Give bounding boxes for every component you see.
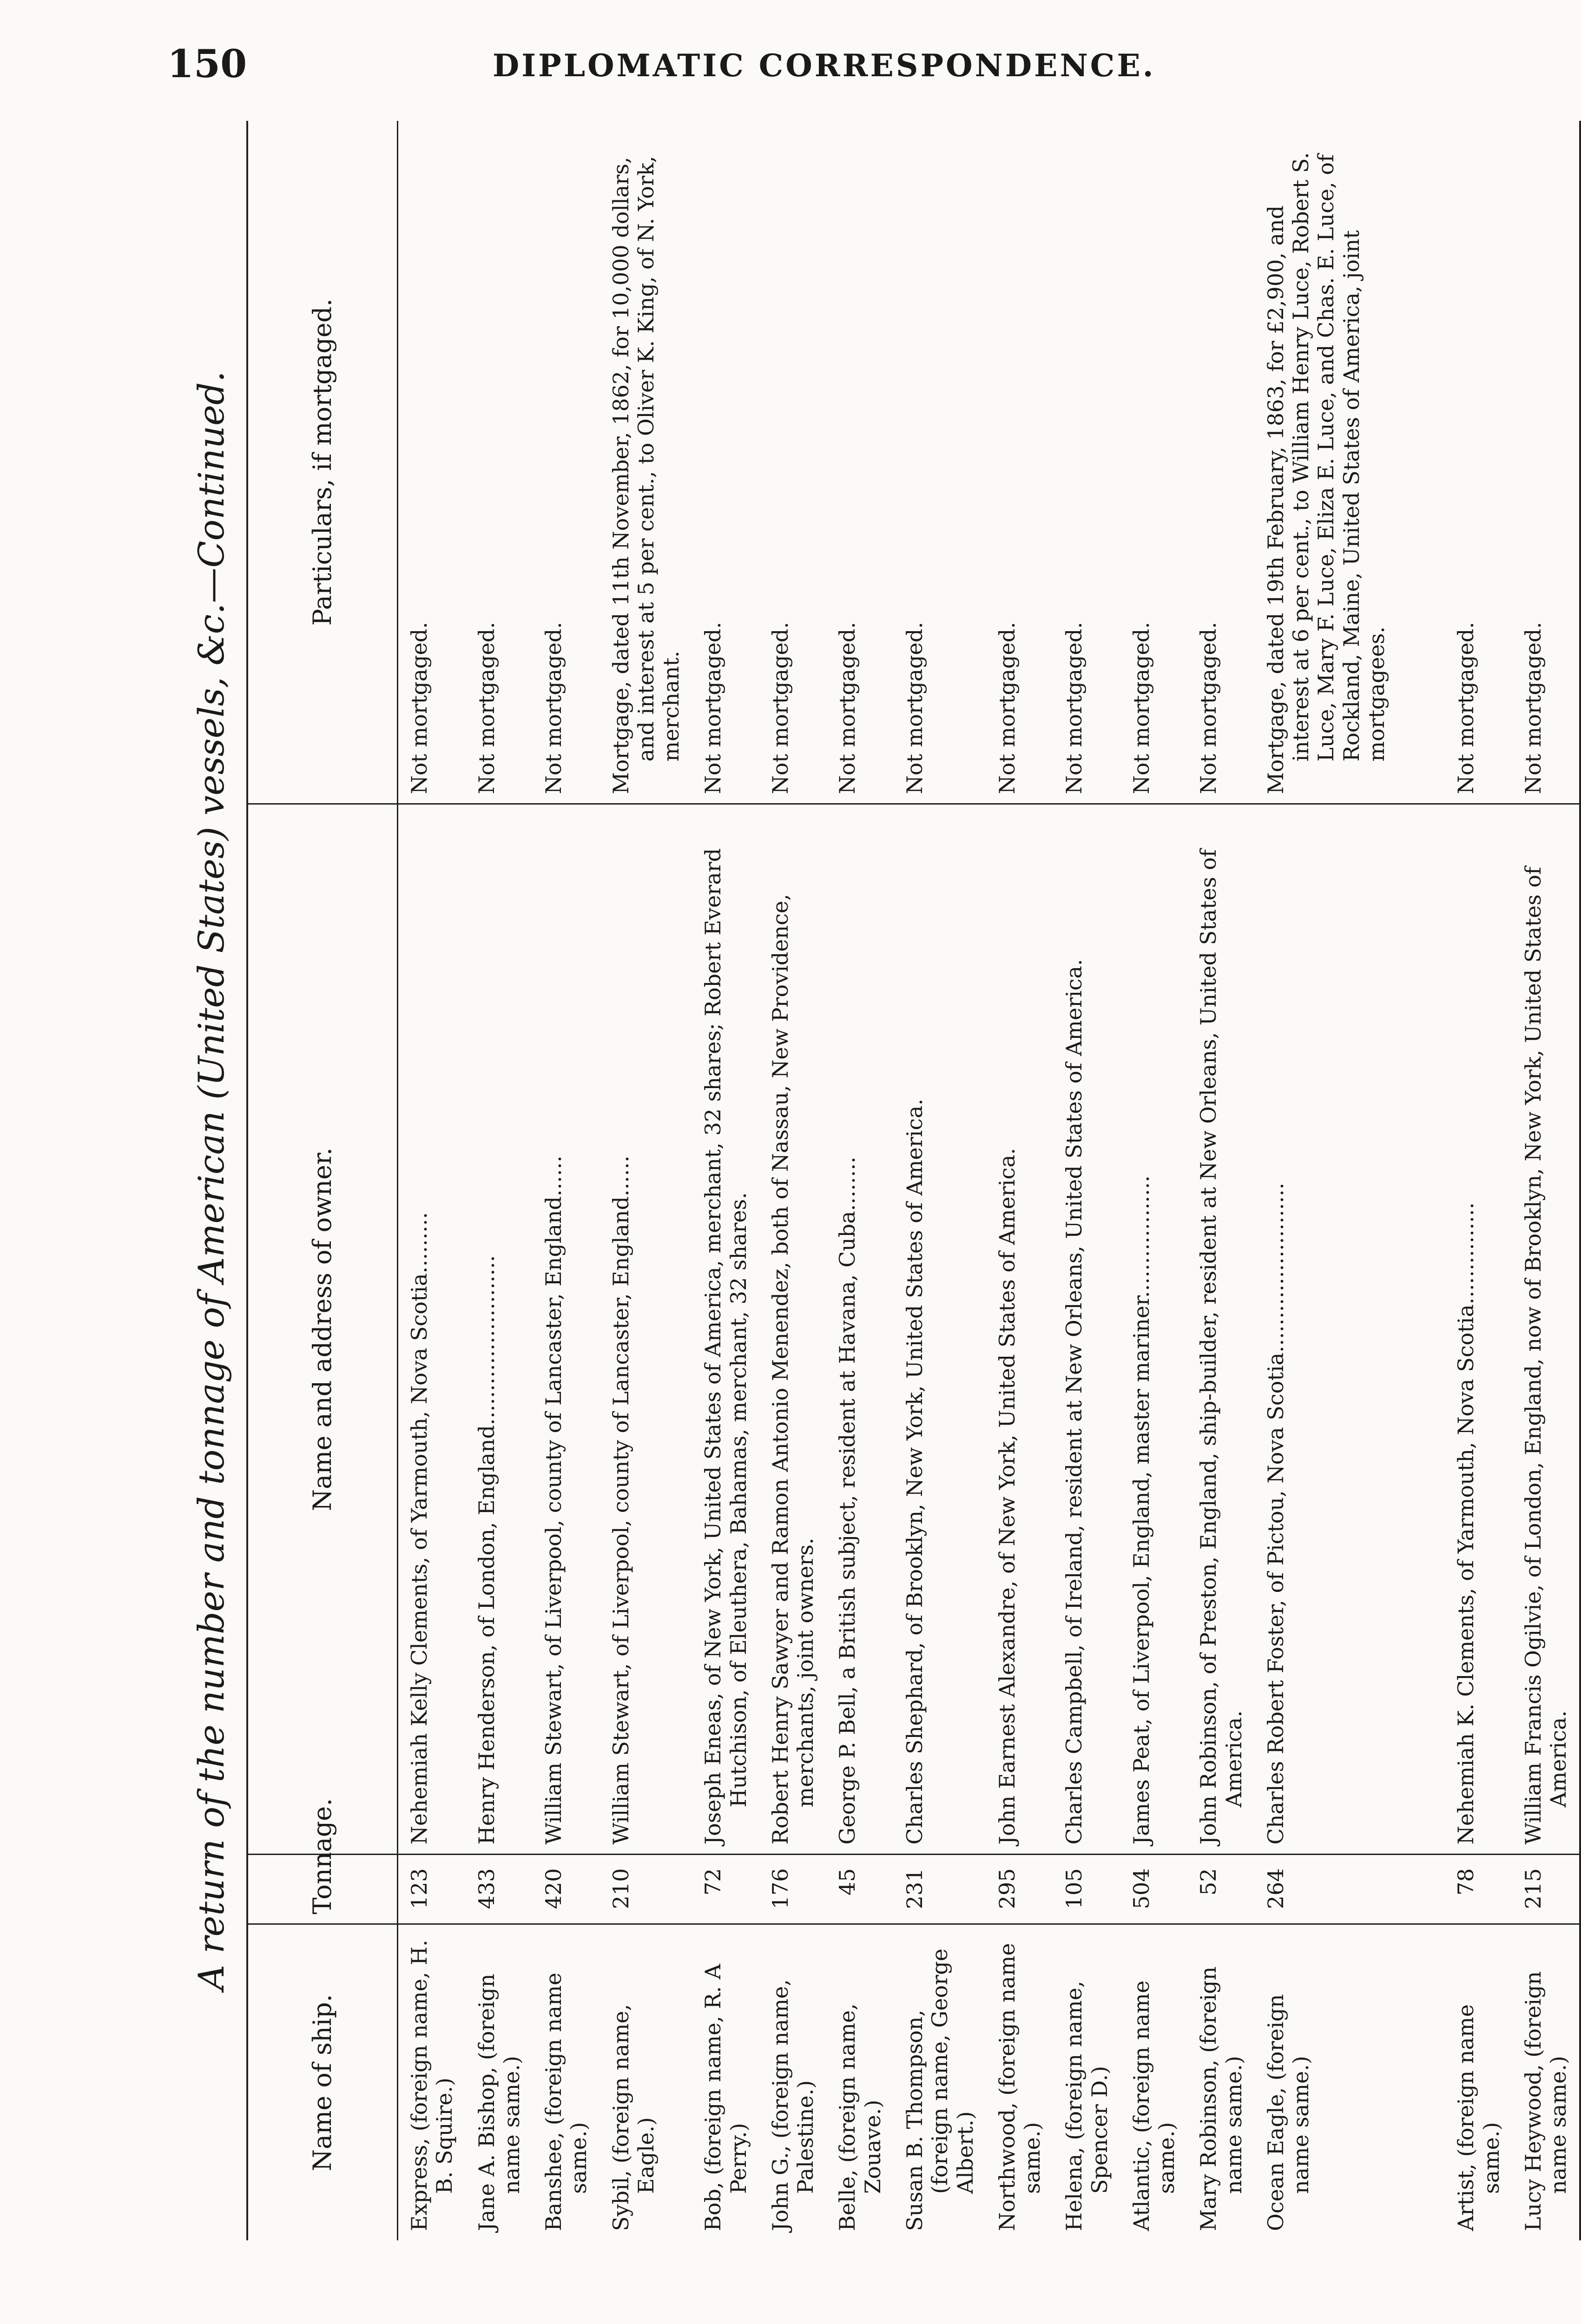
ship-name: Bob, (foreign name, R. A Perry.)	[700, 1964, 751, 2231]
table-row	[398, 121, 466, 2240]
column-header-ship: Name of ship.	[247, 1924, 398, 2240]
table-row	[759, 121, 827, 2240]
tonnage: 45	[826, 1855, 894, 1924]
ship-name: Belle, (foreign name, Zouave.)	[835, 2003, 885, 2231]
particulars: Not mortgaged.	[1120, 121, 1188, 804]
tonnage: 123	[398, 1855, 466, 1924]
particulars: Not mortgaged.	[398, 121, 466, 804]
table-row	[1397, 121, 1512, 2240]
owner: Robert Henry Sawyer and Ramon Antonio Menendez, both of Nassau, New Providence, merchants, joint owners.	[759, 804, 827, 1855]
table-row	[1187, 121, 1255, 2240]
tonnage: 72	[692, 1855, 759, 1924]
ship-name: Sybil, (foreign name, Eagle.)	[608, 2004, 659, 2231]
ship-name: Ocean Eagle, (foreign name same.)	[1263, 1994, 1314, 2231]
owner: Joseph Eneas, of New York, United States of America, merchant, 32 shares; Robert Everard Hutchison, of Eleuthera, Bahamas, merchant, 32 shares.	[692, 804, 759, 1855]
table-row	[1255, 121, 1397, 2240]
particulars: Not mortgaged.	[1397, 121, 1512, 804]
tonnage: 215	[1512, 1855, 1581, 1924]
particulars: Not mortgaged.	[533, 121, 600, 804]
ship-name: Express, (foreign name, H. B. Squire.)	[407, 1940, 457, 2231]
particulars: Mortgage, dated 19th February, 1863, for £2,900, and interest at 6 per cent., to William Henry Luce, Robert S. Luce, Mary F. Luce, Eliza E. Luce, and Chas. E. Luce, of Rockland, Maine, United States of America, joint mortgagees.	[1255, 121, 1397, 804]
ship-name: John G., (foreign name, Palestine.)	[767, 1979, 818, 2231]
column-header-owner: Name and address of owner.	[247, 804, 398, 1855]
particulars: Not mortgaged.	[759, 121, 827, 804]
particulars: Not mortgaged.	[826, 121, 894, 804]
tonnage: 52	[1187, 1855, 1255, 1924]
tonnage: 264	[1255, 1855, 1397, 1924]
page-number: 150	[167, 42, 247, 86]
rotated-table-page	[177, 121, 1571, 2240]
owner: Nehemiah K. Clements, of Yarmouth, Nova Scotia...............	[1397, 804, 1512, 1855]
particulars: Not mortgaged.	[1187, 121, 1255, 804]
table-row	[1053, 121, 1120, 2240]
table-row	[466, 121, 533, 2240]
particulars: Not mortgaged.	[692, 121, 759, 804]
table-title: A return of the number and tonnage of American (United States) vessels, &c.—Continued.	[191, 371, 232, 1990]
tonnage: 176	[759, 1855, 827, 1924]
owner: Charles Robert Foster, of Pictou, Nova Scotia.........................	[1255, 804, 1397, 1855]
table-row	[986, 121, 1054, 2240]
tonnage: 231	[894, 1855, 986, 1924]
owner: William Francis Ogilvie, of London, England, now of Brooklyn, New York, United States of America.	[1512, 804, 1581, 1855]
owner: William Stewart, of Liverpool, county of Lancaster, England......	[600, 804, 692, 1855]
tonnage: 295	[986, 1855, 1054, 1924]
owner: Charles Campbell, of Ireland, resident at New Orleans, United States of America.	[1053, 804, 1120, 1855]
table-row	[692, 121, 759, 2240]
tonnage: 105	[1053, 1855, 1120, 1924]
table-row	[826, 121, 894, 2240]
tonnage: 420	[533, 1855, 600, 1924]
ship-name: Northwood, (foreign name same.)	[994, 1943, 1045, 2231]
particulars: Not mortgaged.	[1053, 121, 1120, 804]
tonnage: 210	[600, 1855, 692, 1924]
owner: James Peat, of Liverpool, England, master mariner..................	[1120, 804, 1188, 1855]
owner: Henry Henderson, of London, England.........................	[466, 804, 533, 1855]
owner: John Robinson, of Preston, England, ship-builder, resident at New Orleans, United States of America.	[1187, 804, 1255, 1855]
particulars: Not mortgaged.	[466, 121, 533, 804]
owner: William Stewart, of Liverpool, county of Lancaster, England......	[533, 804, 600, 1855]
ship-name: Mary Robinson, (foreign name same.)	[1196, 1966, 1246, 2231]
tonnage: 78	[1397, 1855, 1512, 1924]
vessels-table	[246, 121, 1581, 2240]
owner: Nehemiah Kelly Clements, of Yarmouth, Nova Scotia.........	[398, 804, 466, 1855]
table-header-row	[247, 121, 398, 2240]
owner: Charles Shephard, of Brooklyn, New York, United States of America.	[894, 804, 986, 1855]
ship-name: Jane A. Bishop, (foreign name same.)	[474, 1974, 524, 2231]
table-row	[894, 121, 986, 2240]
particulars: Not mortgaged.	[894, 121, 986, 804]
owner: John Earnest Alexandre, of New York, United States of America.	[986, 804, 1054, 1855]
particulars: Mortgage, dated 11th November, 1862, for 10,000 dollars, and interest at 5 per cent., to Oliver K. King, of N. York, merchant.	[600, 121, 692, 804]
ship-name: Artist, (foreign name same.)	[1453, 2004, 1504, 2231]
table-row	[1120, 121, 1188, 2240]
ship-name: Banshee, (foreign name same.)	[541, 1973, 592, 2231]
ship-name: Susan B. Thompson, (foreign name, George Albert.)	[902, 1948, 978, 2231]
ship-name: Lucy Heywood, (foreign name same.)	[1512, 1924, 1581, 2240]
tonnage: 433	[466, 1855, 533, 1924]
ship-name: Atlantic, (foreign name same.)	[1128, 1980, 1179, 2231]
owner: George P. Bell, a British subject, resident at Havana, Cuba........	[826, 804, 894, 1855]
particulars: Not mortgaged.	[986, 121, 1054, 804]
table-row	[600, 121, 692, 2240]
particulars: Not mortgaged.	[1512, 121, 1581, 804]
page-header	[167, 42, 1283, 98]
ship-name: Helena, (foreign name, Spencer D.)	[1061, 1981, 1112, 2231]
table-row	[533, 121, 600, 2240]
column-header-tonnage: Tonnage.	[247, 1855, 398, 1924]
running-title: DIPLOMATIC CORRESPONDENCE.	[493, 47, 1156, 84]
table-row	[1512, 121, 1581, 2240]
column-header-particulars: Particulars, if mortgaged.	[247, 121, 398, 804]
tonnage: 504	[1120, 1855, 1188, 1924]
